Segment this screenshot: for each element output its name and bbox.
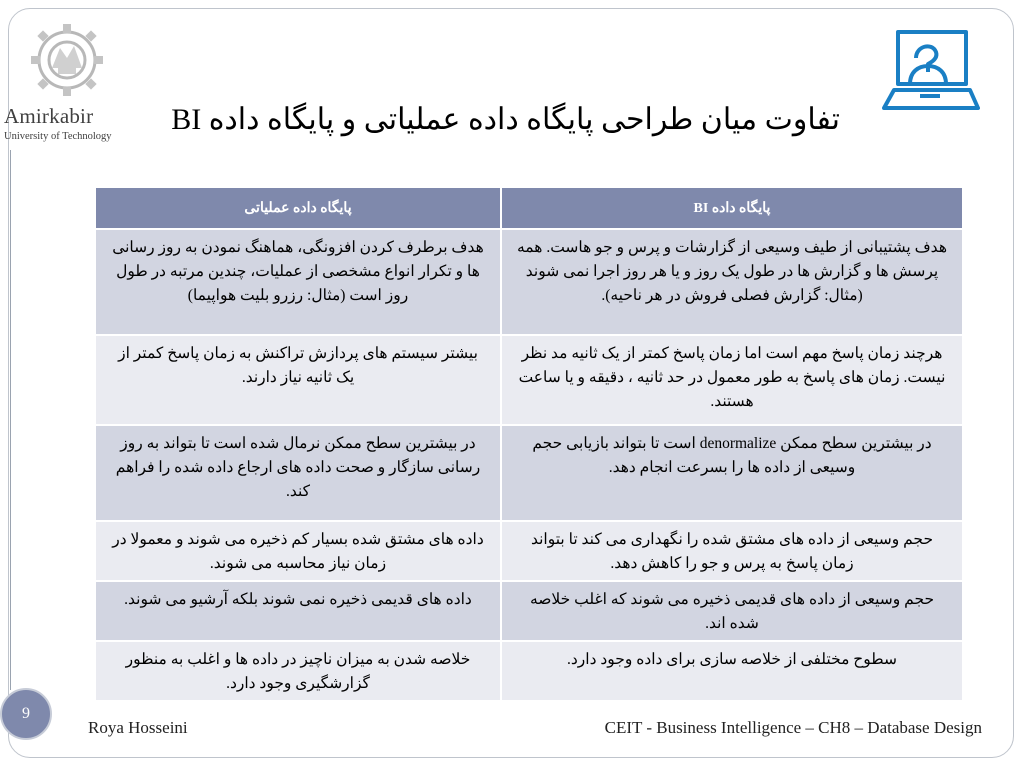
cell-operational: داده های مشتق شده بسیار کم ذخیره می شوند و معمولا در زمان نیاز محاسبه می شوند. <box>95 521 501 581</box>
table-row <box>95 229 963 335</box>
table-row <box>95 335 963 425</box>
table-row <box>95 641 963 701</box>
cell-operational: هدف برطرف کردن افزونگی، هماهنگ نمودن به روز رسانی ها و تکرار انواع مشخصی از عملیات، چندین مرتبه در طول روز است (مثال: رزرو بلیت هواپیما) <box>95 229 501 335</box>
header-operational: پایگاه داده عملیاتی <box>95 187 501 229</box>
table-row <box>95 425 963 521</box>
university-logo <box>2 18 132 143</box>
cell-bi: هدف پشتیبانی از طیف وسیعی از گزارشات و پرس و جو هاست. همه پرسش ها و گزارش ها در طول یک روز و یا هر روز اجرا نمی شوند (مثال: گزارش فصلی فروش در هر ناحیه). <box>501 229 963 335</box>
table-row <box>95 581 963 641</box>
cell-bi: هرچند زمان پاسخ مهم است اما زمان پاسخ کمتر از یک ثانیه مد نظر نیست. زمان های پاسخ به طور معمول در حد ثانیه ، دقیقه و یا ساعت هستند. <box>501 335 963 425</box>
cell-bi: سطوح مختلفی از خلاصه سازی برای داده وجود دارد. <box>501 641 963 701</box>
cell-bi: حجم وسیعی از داده های قدیمی ذخیره می شوند که اغلب خلاصه شده اند. <box>501 581 963 641</box>
cell-bi: در بیشترین سطح ممکن denormalize است تا بتواند بازیابی حجم وسیعی از داده ها را بسرعت انجام دهد. <box>501 425 963 521</box>
footer-author: Roya Hosseini <box>88 718 188 737</box>
cell-operational: در بیشترین سطح ممکن نرمال شده است تا بتواند به روز رسانی سازگار و صحت داده های ارجاع داده شده را فراهم کند. <box>95 425 501 521</box>
cell-operational: بیشتر سیستم های پردازش تراکنش به زمان پاسخ کمتر از یک ثانیه نیاز دارند. <box>95 335 501 425</box>
header-bi: پایگاه داده BI <box>501 187 963 229</box>
comparison-table <box>94 186 964 702</box>
cell-operational: خلاصه شدن به میزان ناچیز در داده ها و اغلب به منظور گزارشگیری وجود دارد. <box>95 641 501 701</box>
footer-course: CEIT - Business Intelligence – CH8 – Database Design <box>604 718 982 737</box>
logo-subtitle: University of Technology <box>4 131 112 142</box>
page-number-badge: 9 <box>0 688 52 740</box>
gear-emblem-icon <box>22 18 112 100</box>
slide-title: تفاوت میان طراحی پایگاه داده عملیاتی و پایگاه داده BI <box>171 103 840 136</box>
slide-edge-line <box>10 150 11 690</box>
table-header-row <box>95 187 963 229</box>
cell-bi: حجم وسیعی از داده های مشتق شده را نگهداری می کند تا بتواند زمان پاسخ به پرس و جو را کاهش دهد. <box>501 521 963 581</box>
logo-name: Amirkabir <box>4 104 94 128</box>
table-row <box>95 521 963 581</box>
cell-operational: داده های قدیمی ذخیره نمی شوند بلکه آرشیو می شوند. <box>95 581 501 641</box>
computer-user-icon <box>880 28 980 118</box>
